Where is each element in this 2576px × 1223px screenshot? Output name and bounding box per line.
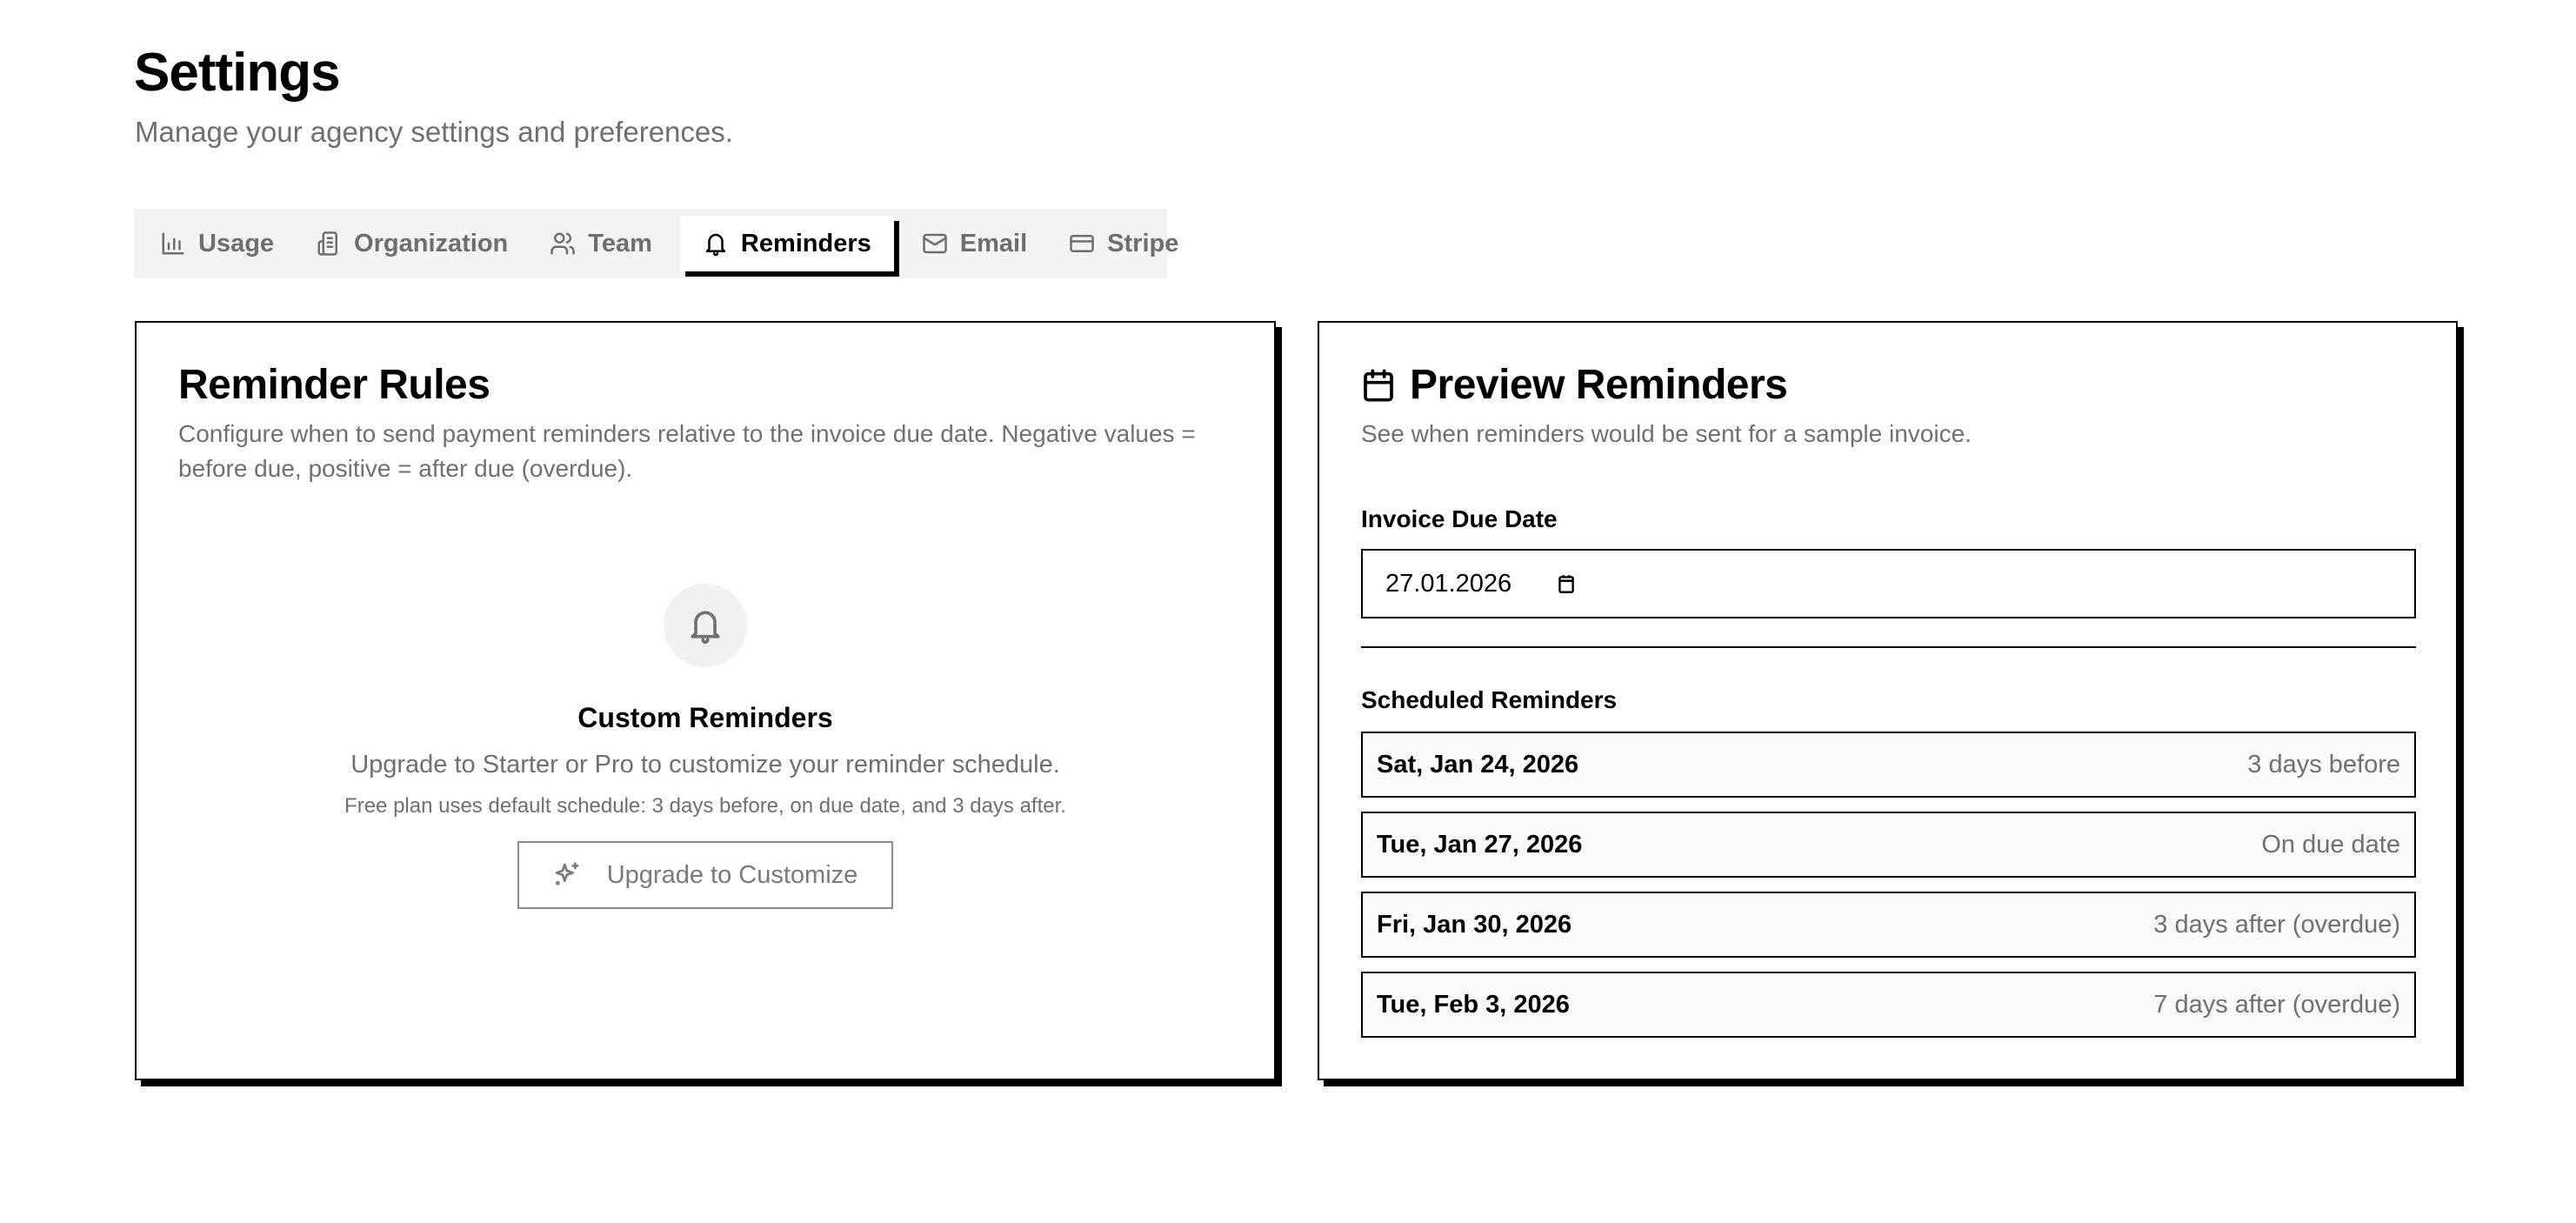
reminder-date: Fri, Jan 30, 2026 <box>1377 910 1572 939</box>
tab-label: Usage <box>198 229 275 257</box>
reminder-row <box>1361 732 2416 798</box>
calendar-icon <box>1361 368 1396 403</box>
reminder-relative: 3 days before <box>2247 750 2400 779</box>
building-icon <box>316 231 342 257</box>
upgrade-button-label: Upgrade to Customize <box>606 860 858 889</box>
custom-reminders-empty-state <box>137 584 1274 909</box>
bell-icon-circle <box>664 584 747 667</box>
divider <box>1361 646 2416 648</box>
reminder-relative: On due date <box>2261 830 2400 859</box>
tab-label: Stripe <box>1107 229 1179 257</box>
upgrade-to-customize-button[interactable] <box>517 841 893 909</box>
reminder-date: Sat, Jan 24, 2026 <box>1377 750 1579 779</box>
settings-tabs <box>134 209 1179 278</box>
scheduled-reminders-list <box>1361 732 2416 1052</box>
bar-chart-icon <box>160 231 186 257</box>
empty-state-title: Custom Reminders <box>577 702 833 733</box>
reminder-row <box>1361 892 2416 958</box>
tab-organization[interactable] <box>295 216 529 271</box>
scheduled-reminders-label: Scheduled Reminders <box>1361 686 1618 713</box>
tab-stripe[interactable] <box>1048 216 1199 271</box>
invoice-due-date-input[interactable] <box>1361 549 2416 618</box>
tab-reminders[interactable] <box>680 216 894 271</box>
tab-label: Email <box>959 229 1028 257</box>
tab-label: Organization <box>354 229 509 257</box>
reminder-rules-title <box>178 359 490 411</box>
reminder-row <box>1361 972 2416 1038</box>
tab-label: Reminders <box>740 229 871 257</box>
reminder-rules-card <box>135 321 1276 1080</box>
reminder-date: Tue, Feb 3, 2026 <box>1377 990 1570 1019</box>
reminder-relative: 7 days after (overdue) <box>2153 990 2400 1019</box>
reminder-rules-description: Configure when to send payment reminders relative to the invoice due date. Negative values = before due, positive = after due (overdue). <box>178 420 1196 482</box>
tab-team[interactable] <box>529 216 673 271</box>
reminder-date: Tue, Jan 27, 2026 <box>1377 830 1583 859</box>
page-subtitle: Manage your agency settings and preferences. <box>135 116 733 148</box>
preview-reminders-title <box>1361 359 1787 411</box>
invoice-due-date-label: Invoice Due Date <box>1361 505 1558 532</box>
tab-label: Team <box>588 229 652 257</box>
reminder-row <box>1361 812 2416 878</box>
card-title-text: Reminder Rules <box>178 362 491 408</box>
page-title: Settings <box>134 43 340 103</box>
mail-icon <box>922 231 948 257</box>
card-title-text: Preview Reminders <box>1410 362 1788 408</box>
sparkles-icon <box>553 861 581 889</box>
tab-email[interactable] <box>901 216 1048 271</box>
preview-description: See when reminders would be sent for a sample invoice. <box>1361 420 1972 447</box>
bell-icon <box>703 231 729 257</box>
reminder-relative: 3 days after (overdue) <box>2153 910 2400 939</box>
bell-icon <box>686 606 724 645</box>
tab-usage[interactable] <box>160 216 295 271</box>
credit-card-icon <box>1069 231 1095 257</box>
date-value: 27.01.2026 <box>1385 569 1512 598</box>
preview-reminders-card <box>1318 321 2458 1080</box>
empty-state-note: Free plan uses default schedule: 3 days before, on due date, and 3 days after. <box>344 794 1066 818</box>
users-icon <box>550 231 576 257</box>
calendar-picker-icon[interactable] <box>1555 572 1578 595</box>
empty-state-text: Upgrade to Starter or Pro to customize your reminder schedule. <box>350 751 1060 779</box>
